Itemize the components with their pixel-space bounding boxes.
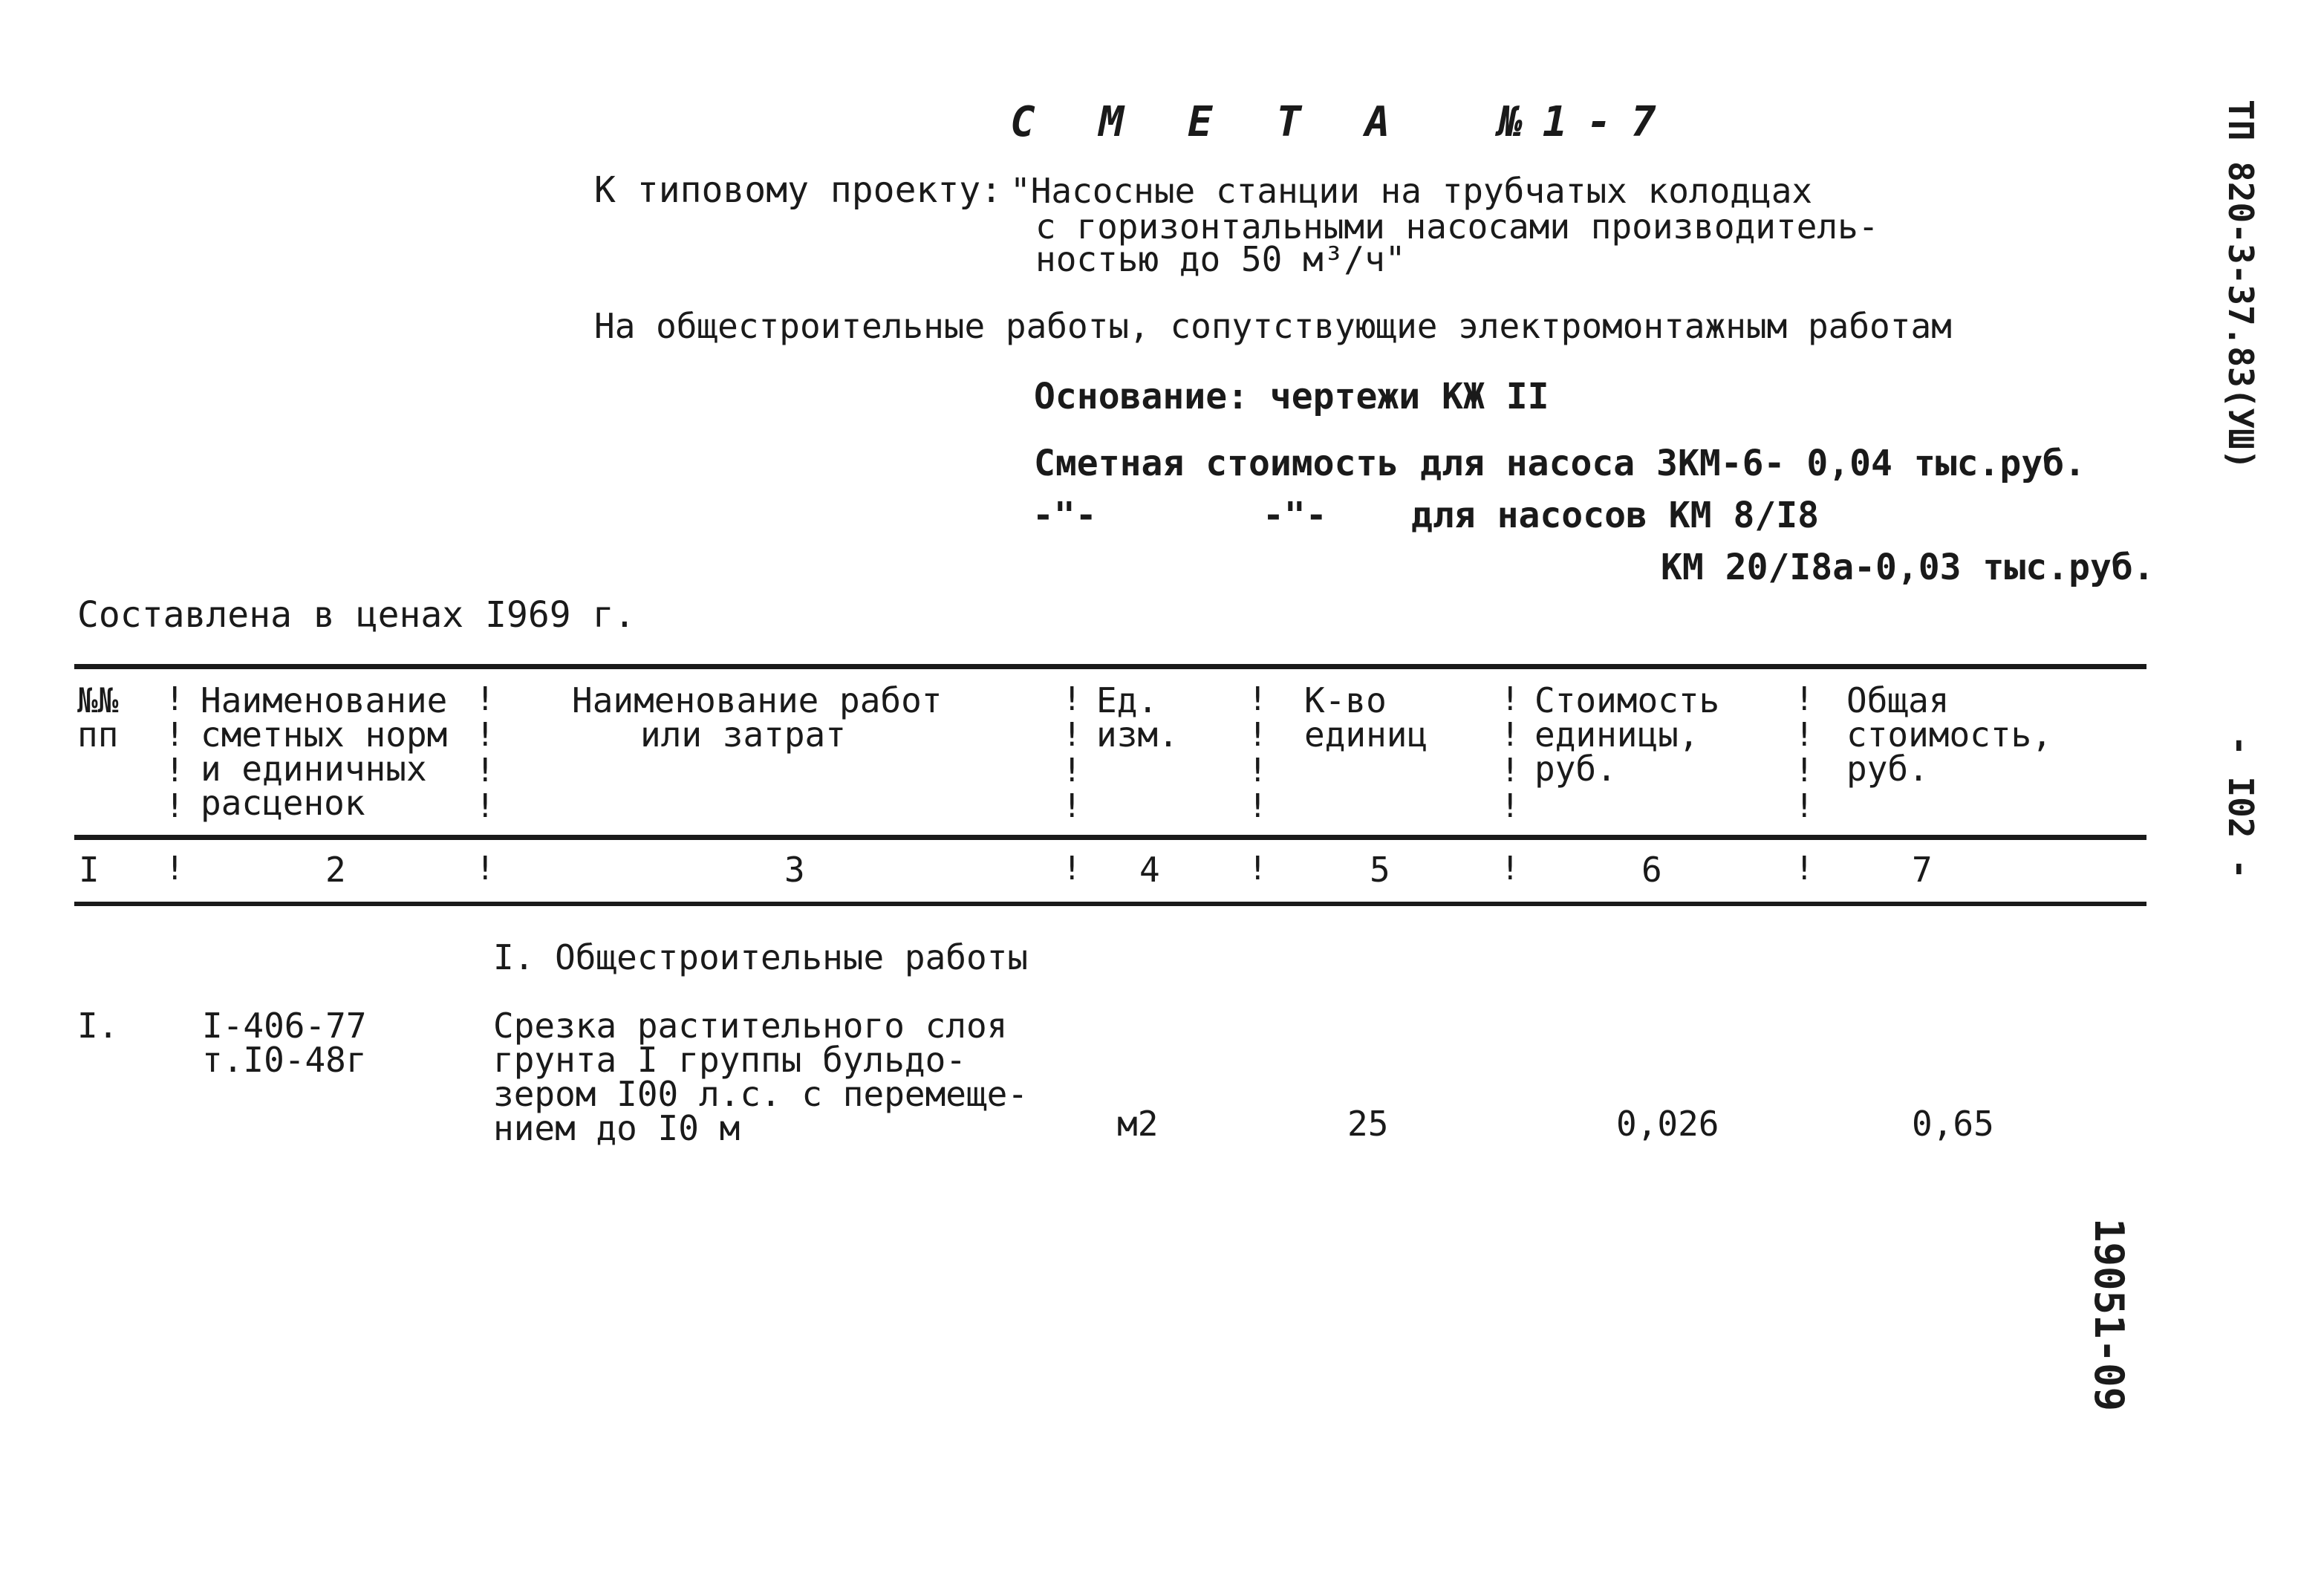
column-number-2: 2 xyxy=(325,850,346,890)
row-work-line: грунта I группы бульдо- xyxy=(493,1040,966,1080)
col-number-separator: ! xyxy=(1248,850,1268,888)
header-col-7 xyxy=(1846,680,2052,789)
row-norm-line: т.I0-48г xyxy=(202,1040,367,1080)
row-total: 0,65 xyxy=(1912,1104,1994,1144)
row-work-line: нием до I0 м xyxy=(493,1108,741,1148)
header-text: руб. xyxy=(1846,749,1929,789)
project-name-line-3: ностью до 50 м³/ч" xyxy=(1035,239,1406,279)
ditto-mark-1: -"- xyxy=(1032,495,1097,536)
page-number-mark: - I02 - xyxy=(2221,735,2261,879)
header-text: Общая xyxy=(1846,680,1950,720)
basis-text: Основание: чертежи КЖ II xyxy=(1034,376,1549,417)
header-col-2 xyxy=(201,680,448,823)
row-number: I. xyxy=(77,1006,119,1046)
archive-number-mark: 19051-09 xyxy=(2086,1218,2132,1412)
cost-line-1: Сметная стоимость для насоса 3КМ-6- 0,04 тыс.руб. xyxy=(1034,443,2086,484)
column-number-3: 3 xyxy=(784,850,805,890)
header-col-4 xyxy=(1096,680,1179,755)
header-bottom-rule xyxy=(74,835,2146,840)
header-text: расценок xyxy=(201,783,365,823)
header-text: №№ xyxy=(77,680,119,720)
project-name-line-2: с горизонтальными насосами производитель- xyxy=(1035,206,1879,247)
header-text: или затрат xyxy=(640,714,846,755)
col-number-separator: ! xyxy=(165,850,185,888)
section-title: I. Общестроительные работы xyxy=(493,937,1029,977)
row-unit-cost: 0,026 xyxy=(1616,1104,1719,1144)
header-col-1 xyxy=(77,680,119,755)
ditto-mark-2: -"- xyxy=(1263,495,1327,536)
row-norm-line: I-406-77 xyxy=(202,1006,367,1046)
row-norm xyxy=(202,1006,367,1080)
row-work xyxy=(493,1006,1029,1148)
header-text: руб. xyxy=(1534,749,1617,789)
row-work-line: зером I00 л.с. с перемеще- xyxy=(493,1074,1029,1114)
header-text: К-во xyxy=(1304,680,1387,720)
col-separator: ! ! ! ! xyxy=(1500,680,1520,825)
column-number-1: I xyxy=(79,850,100,890)
project-prefix: К типовому проекту: xyxy=(594,169,1003,211)
header-text: и единичных xyxy=(201,749,427,789)
col-number-separator: ! xyxy=(1794,850,1814,888)
col-separator: ! ! ! ! xyxy=(1248,680,1268,825)
header-text: стоимость, xyxy=(1846,714,2052,755)
column-number-7: 7 xyxy=(1912,850,1933,890)
header-text: Ед. xyxy=(1096,680,1159,720)
header-text: Стоимость xyxy=(1534,680,1720,720)
header-text: единицы, xyxy=(1534,714,1699,755)
doc-code-mark: ТП 820-3-37.83(УШ) xyxy=(2221,100,2261,470)
col-separator: ! ! ! ! xyxy=(475,680,495,825)
cost-line-2: для насосов КМ 8/I8 xyxy=(1411,495,1820,536)
col-separator: ! ! ! ! xyxy=(1062,680,1082,825)
header-col-6 xyxy=(1534,680,1720,789)
header-text: единиц xyxy=(1304,714,1428,755)
row-unit: м2 xyxy=(1117,1104,1159,1144)
column-number-6: 6 xyxy=(1641,850,1662,890)
header-col-3 xyxy=(572,680,943,755)
prices-note: Составлена в ценах I969 г. xyxy=(77,594,636,636)
header-text: Наименование xyxy=(201,680,448,720)
col-separator: ! ! ! ! xyxy=(1794,680,1814,825)
header-text: пп xyxy=(77,714,119,755)
col-number-separator: ! xyxy=(475,850,495,888)
project-name-line-1: "Насосные станции на трубчатых колодцах xyxy=(1010,171,1813,211)
col-number-separator: ! xyxy=(1062,850,1082,888)
header-text: сметных норм xyxy=(201,714,448,755)
header-text: Наименование работ xyxy=(572,680,943,720)
col-separator: ! ! ! ! xyxy=(165,680,185,825)
row-work-line: Срезка растительного слоя xyxy=(493,1006,1008,1046)
row-qty: 25 xyxy=(1347,1104,1389,1144)
column-number-4: 4 xyxy=(1139,850,1160,890)
numbers-bottom-rule xyxy=(74,902,2146,906)
column-number-5: 5 xyxy=(1370,850,1390,890)
col-number-separator: ! xyxy=(1500,850,1520,888)
header-col-5 xyxy=(1304,680,1428,755)
table-top-rule xyxy=(74,664,2146,669)
cost-line-3: КМ 20/I8а-0,03 тыс.руб. xyxy=(1661,547,2155,588)
page-title: С М Е Т А №1-7 xyxy=(1010,98,1676,146)
header-text: изм. xyxy=(1096,714,1179,755)
scope-text: На общестроительные работы, сопутствующие электромонтажным работам xyxy=(594,306,1952,346)
